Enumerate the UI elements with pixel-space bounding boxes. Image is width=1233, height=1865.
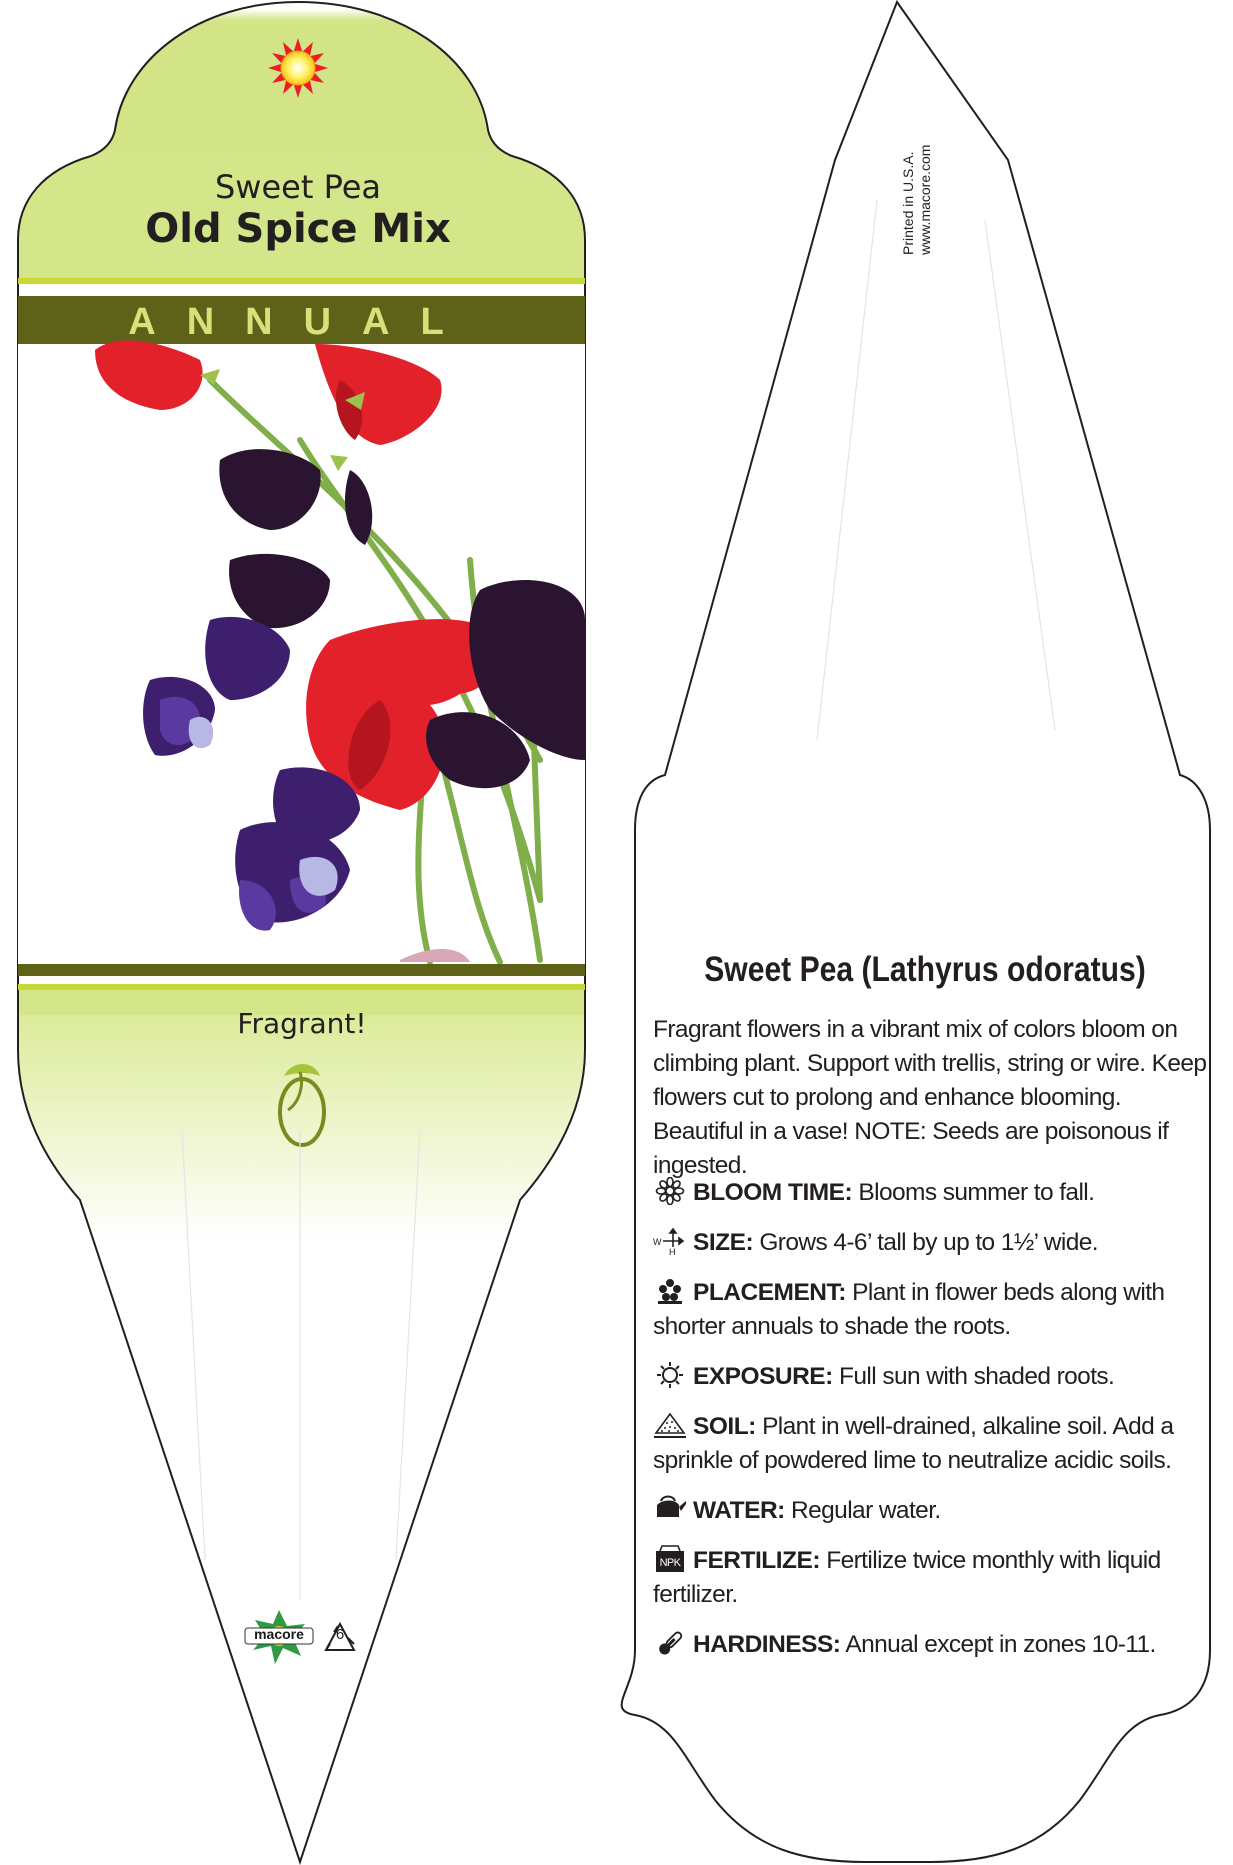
care-text: Plant in flower beds along with shorter annuals to shade the roots. xyxy=(653,1279,1165,1340)
care-label: BLOOM TIME: xyxy=(693,1179,853,1206)
care-text: Blooms summer to fall. xyxy=(858,1179,1095,1206)
plant-photo xyxy=(18,340,585,964)
soil-icon xyxy=(653,1411,687,1439)
back-description: Fragrant flowers in a vibrant mix of colors bloom on climbing plant. Support with trellis, string or wire. Keep flowers cut to prolong and enhance blooming. Beautiful in a vase! NOTE: Seeds are poisonous if ingested. xyxy=(653,1016,1207,1179)
care-label: PLACEMENT: xyxy=(693,1279,846,1306)
care-bloom-time xyxy=(653,1176,1213,1210)
care-text: Fertilize twice monthly with liquid fertilizer. xyxy=(653,1547,1161,1608)
npk-icon xyxy=(653,1545,687,1573)
band-lower-dark xyxy=(18,964,585,976)
svg-text:H: H xyxy=(669,1247,675,1255)
care-text: Full sun with shaded roots. xyxy=(839,1363,1115,1390)
band-stripe-top xyxy=(18,278,585,284)
care-label: WATER: xyxy=(693,1497,785,1524)
front-common-name: Sweet Pea xyxy=(214,168,382,206)
care-label: HARDINESS: xyxy=(693,1631,841,1658)
front-tag xyxy=(0,0,610,1862)
tagline: Fragrant! xyxy=(237,1007,367,1040)
back-title: Sweet Pea (Lathyrus odoratus) xyxy=(704,950,1146,989)
placement-icon xyxy=(653,1277,687,1305)
care-size xyxy=(653,1226,1213,1260)
printed-info xyxy=(900,145,934,255)
brand-name: macore xyxy=(254,1626,304,1642)
care-label: EXPOSURE: xyxy=(693,1363,833,1390)
front-variety-name: Old Spice Mix xyxy=(145,206,451,252)
flower-icon xyxy=(653,1177,687,1205)
svg-text:W: W xyxy=(653,1237,661,1247)
recycle-code: 6 xyxy=(335,1626,345,1643)
watering-can-icon xyxy=(653,1495,687,1523)
care-label: SIZE: xyxy=(693,1229,754,1256)
sun-icon xyxy=(653,1361,687,1389)
care-soil xyxy=(653,1410,1213,1478)
care-hardiness xyxy=(653,1628,1213,1662)
care-exposure xyxy=(653,1360,1213,1394)
svg-text:NPK: NPK xyxy=(659,1557,681,1569)
care-text: Annual except in zones 10-11. xyxy=(845,1631,1156,1658)
care-label: FERTILIZE: xyxy=(693,1547,821,1574)
care-placement xyxy=(653,1276,1213,1344)
care-label: SOIL: xyxy=(693,1413,756,1440)
care-text: Regular water. xyxy=(791,1497,941,1524)
care-fertilize xyxy=(653,1544,1213,1612)
printed-line-1: Printed in U.S.A. xyxy=(900,151,916,255)
care-text: Grows 4-6’ tall by up to 1½’ wide. xyxy=(759,1229,1098,1256)
printed-line-2: www.macore.com xyxy=(917,144,933,255)
thermometer-icon xyxy=(653,1629,687,1657)
care-water xyxy=(653,1494,1213,1528)
category-label: ANNUAL xyxy=(128,301,475,343)
care-text: Plant in well-drained, alkaline soil. Add a sprinkle of powdered lime to neutralize acidic soils. xyxy=(653,1413,1174,1474)
size-icon xyxy=(653,1227,687,1255)
band-stripe-bottom xyxy=(18,984,585,990)
